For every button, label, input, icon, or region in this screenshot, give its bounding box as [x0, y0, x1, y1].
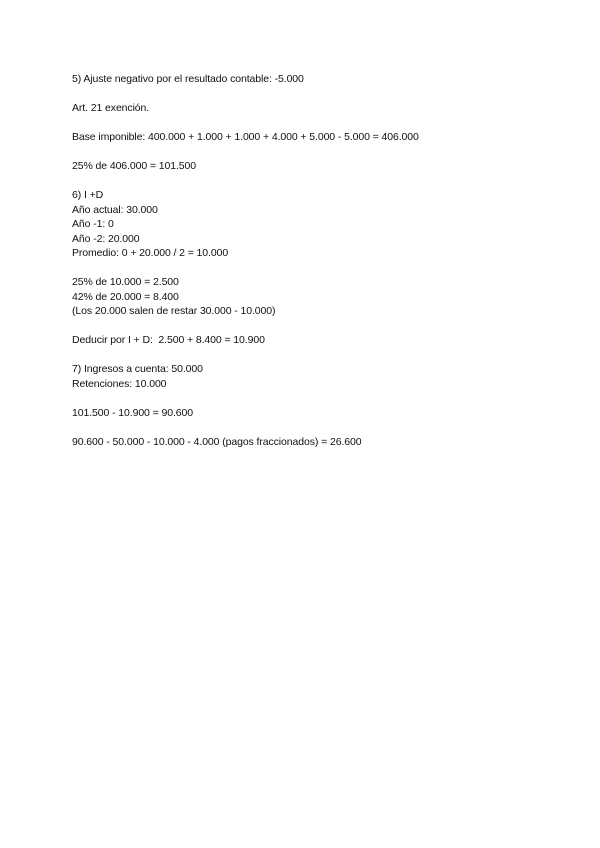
- text-line-25-percent-base: 25% de 406.000 = 101.500: [72, 160, 197, 172]
- text-line-ingresos-a-cuenta: 7) Ingresos a cuenta: 50.000: [72, 363, 203, 375]
- text-line-ano-minus-1: Año -1: 0: [72, 218, 114, 230]
- text-line-ano-minus-2: Año -2: 20.000: [72, 232, 140, 245]
- text-line-42-percent-20000: 42% de 20.000 = 8.400: [72, 290, 179, 303]
- blank-line: [72, 174, 542, 189]
- text-line-promedio: Promedio: 0 + 20.000 / 2 = 10.000: [72, 247, 229, 259]
- text-line-resultado-final: 90.600 - 50.000 - 10.000 - 4.000 (pagos fraccionados) = 26.600: [72, 435, 362, 448]
- blank-line: [72, 87, 542, 102]
- document-body: [72, 72, 542, 449]
- blank-line: [72, 261, 542, 276]
- blank-line: [72, 319, 542, 334]
- blank-line: [72, 145, 542, 160]
- text-line-cuota-liquida: 101.500 - 10.900 = 90.600: [72, 406, 193, 419]
- blank-line: [72, 420, 542, 435]
- text-line-deducir-id: Deducir por I + D: 2.500 + 8.400 = 10.900: [72, 334, 265, 346]
- text-line-section-6-heading: 6) I +D: [72, 189, 104, 201]
- text-line-ajuste-negativo: 5) Ajuste negativo por el resultado contable: -5.000: [72, 73, 304, 85]
- text-line-retenciones: Retenciones: 10.000: [72, 377, 167, 390]
- text-line-ano-actual: Año actual: 30.000: [72, 203, 158, 216]
- text-line-art-21: Art. 21 exención.: [72, 102, 150, 114]
- text-line-25-percent-10000: 25% de 10.000 = 2.500: [72, 276, 179, 288]
- text-line-los-20000-note: (Los 20.000 salen de restar 30.000 - 10.000): [72, 305, 276, 317]
- blank-line: [72, 348, 542, 363]
- text-line-base-imponible: Base imponible: 400.000 + 1.000 + 1.000 + 4.000 + 5.000 - 5.000 = 406.000: [72, 131, 419, 143]
- blank-line: [72, 116, 542, 131]
- blank-line: [72, 391, 542, 406]
